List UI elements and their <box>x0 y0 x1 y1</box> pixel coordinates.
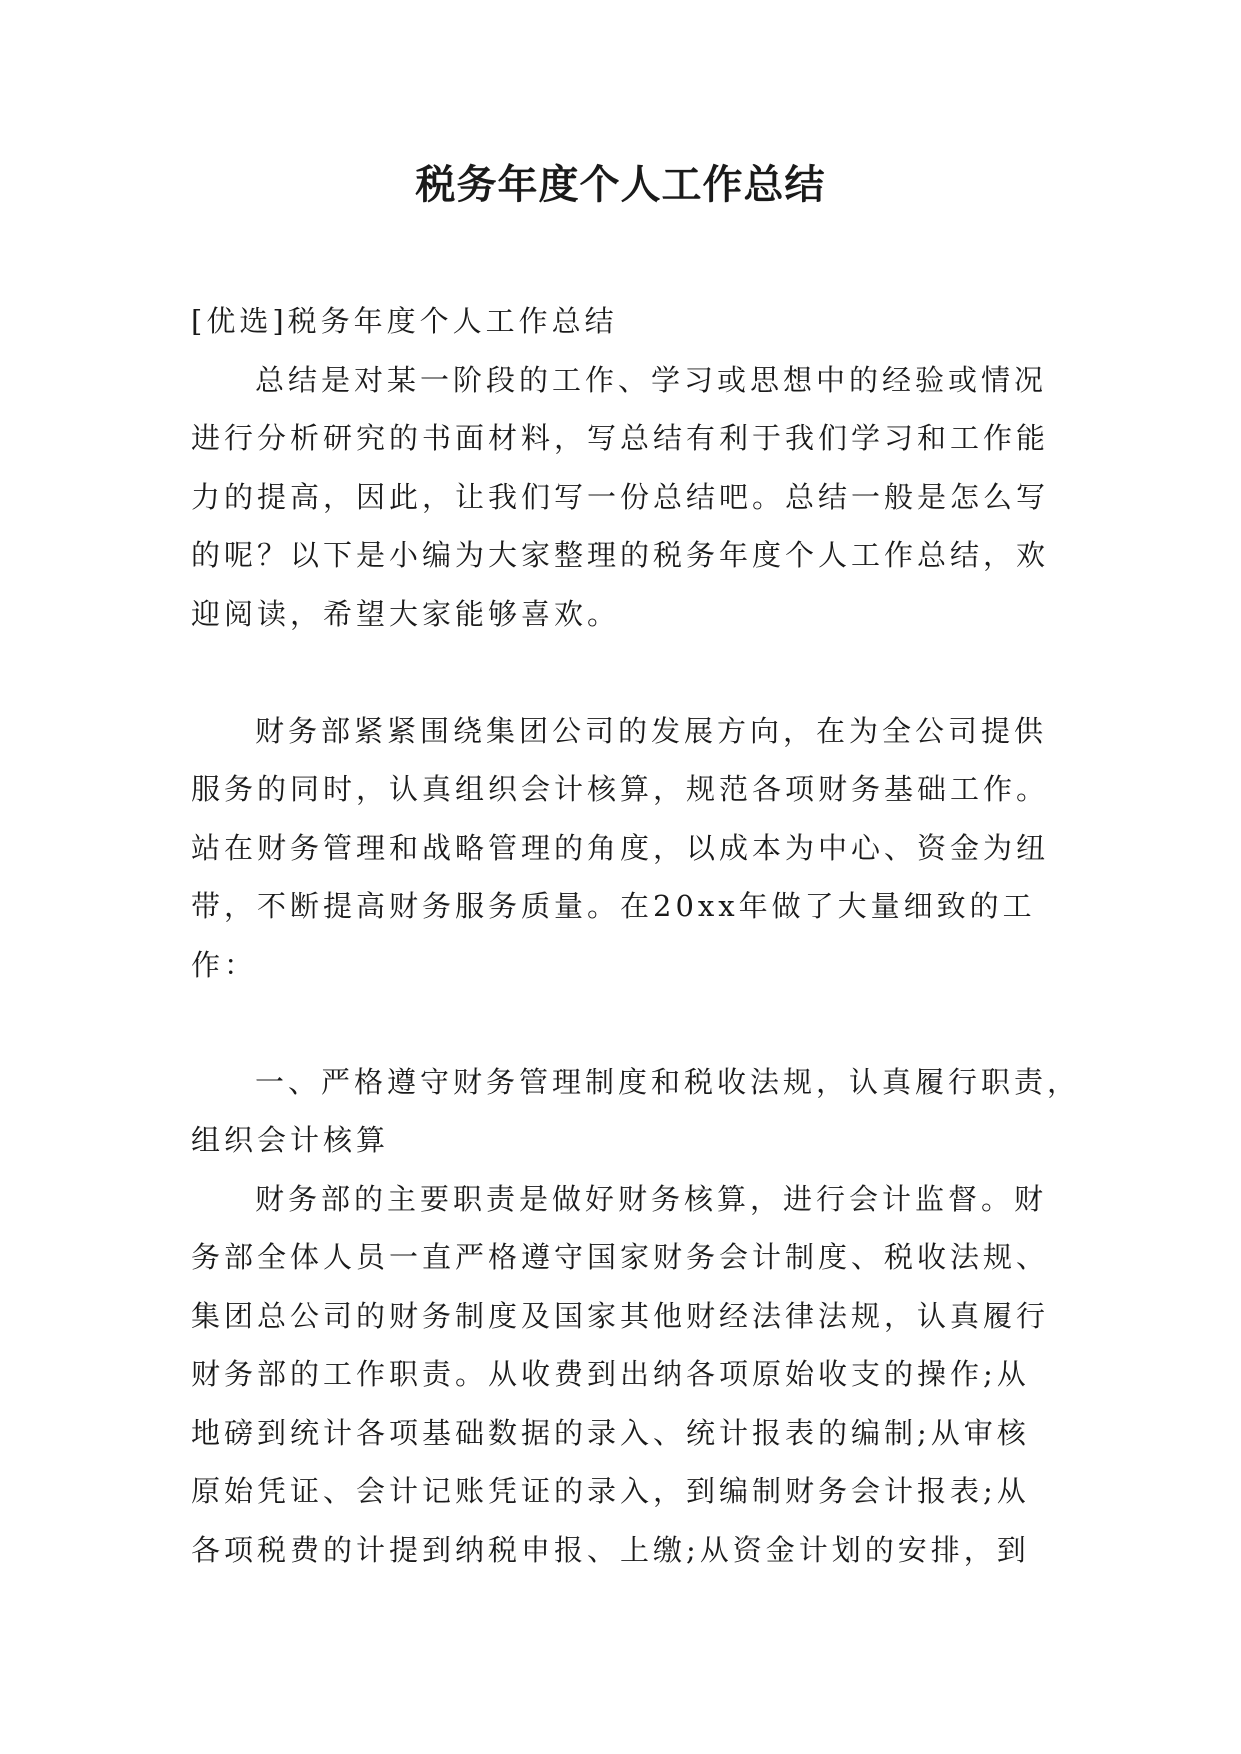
paragraph-line: 服务的同时，认真组织会计核算，规范各项财务基础工作。 <box>191 772 1050 806</box>
paragraph-line: 集团总公司的财务制度及国家其他财经法律法规，认真履行 <box>191 1298 1050 1333</box>
paragraph-line: 总结是对某一阶段的工作、学习或思想中的经验或情况 <box>255 362 1048 397</box>
subtitle-line: [优选]税务年度个人工作总结 <box>191 304 618 338</box>
paragraph-line: 各项税费的计提到纳税申报、上缴;从资金计划的安排，到 <box>191 1532 1030 1567</box>
paragraph-line: 地磅到统计各项基础数据的录入、统计报表的编制;从审核 <box>191 1415 1030 1450</box>
paragraph-line: 带，不断提高财务服务质量。在20xx年做了大量细致的工 <box>191 889 1036 923</box>
paragraph-line: 进行分析研究的书面材料，写总结有利于我们学习和工作能 <box>191 421 1050 455</box>
paragraph-line: 原始凭证、会计记账凭证的录入，到编制财务会计报表;从 <box>191 1474 1030 1508</box>
paragraph-line: 站在财务管理和战略管理的角度，以成本为中心、资金为纽 <box>191 830 1050 865</box>
blank-line <box>191 994 1071 1053</box>
paragraph-line: 的呢？以下是小编为大家整理的税务年度个人工作总结，欢 <box>191 538 1050 572</box>
section-heading-line: 组织会计核算 <box>191 1123 390 1157</box>
paragraph-line: 务部全体人员一直严格遵守国家财务会计制度、税收法规、 <box>191 1240 1050 1274</box>
document-body <box>191 292 1081 1579</box>
paragraph-line: 财务部的主要职责是做好财务核算，进行会计监督。财 <box>255 1181 1048 1216</box>
paragraph-line: 力的提高，因此，让我们写一份总结吧。总结一般是怎么写 <box>191 479 1050 514</box>
document-title: 税务年度个人工作总结 <box>415 162 826 208</box>
section-heading-line: 一、严格遵守财务管理制度和税收法规，认真履行职责， <box>255 1064 1081 1099</box>
paragraph-line: 迎阅读，希望大家能够喜欢。 <box>191 596 621 631</box>
paragraph-line: 财务部紧紧围绕集团公司的发展方向，在为全公司提供 <box>255 713 1048 748</box>
paragraph-line: 财务部的工作职责。从收费到出纳各项原始收支的操作;从 <box>191 1357 1030 1391</box>
paragraph-line: 作： <box>191 947 258 982</box>
blank-line <box>191 643 1071 702</box>
